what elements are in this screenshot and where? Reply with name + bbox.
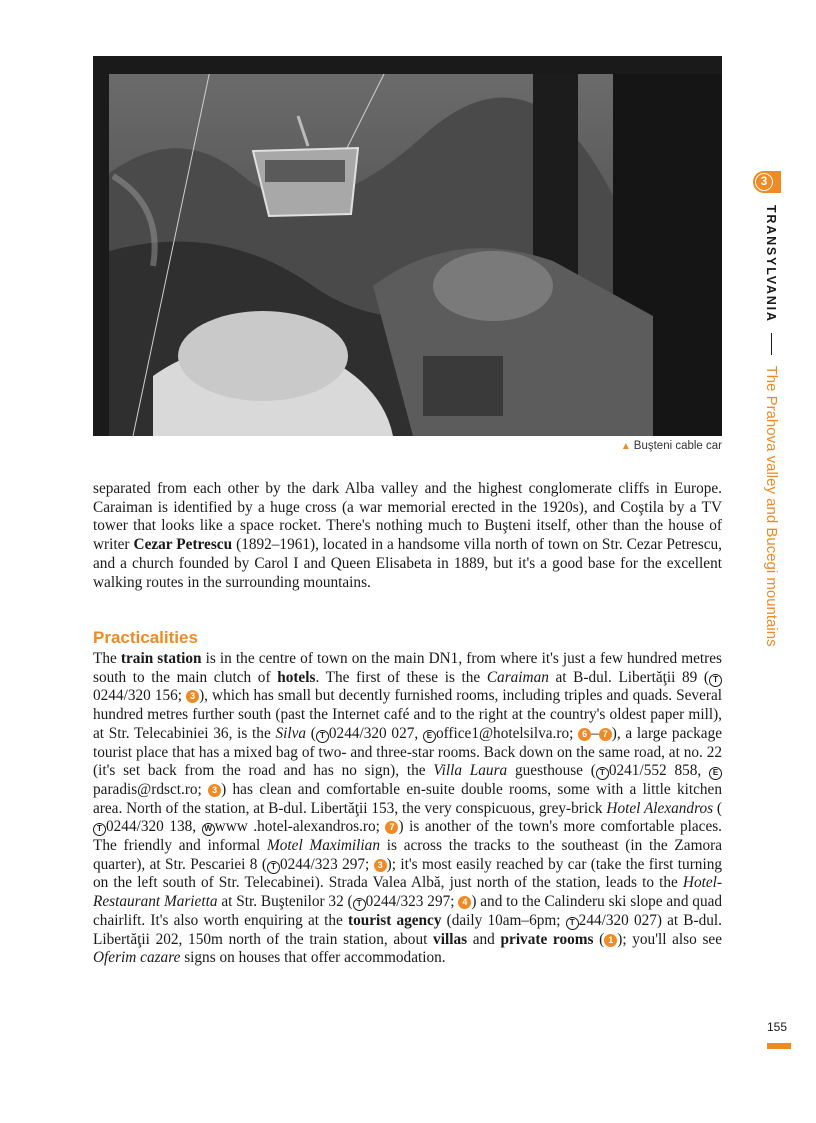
- price-code-icon: 3: [208, 784, 221, 797]
- price-code-icon: 7: [385, 821, 398, 834]
- phone-icon: T: [709, 674, 722, 687]
- divider: [771, 333, 772, 355]
- phone-icon: T: [93, 823, 106, 836]
- photo-caption: [400, 440, 722, 452]
- subsection-title: The Prahova valley and Bucegi mountains: [763, 365, 780, 647]
- price-code-icon: 7: [599, 728, 612, 741]
- caption-text: Buşteni cable car: [633, 440, 722, 452]
- cable-car-photo: [93, 56, 722, 436]
- photo-illustration: [93, 56, 722, 436]
- section-title: TRANSYLVANIA: [764, 205, 778, 323]
- practicalities-paragraph: The train station is in the centre of town on the main DN1, from where it's just a few hundred metres south to the main clutch of hotels. The first of these is the Caraiman at B-dul. Libertăţii 89 ( T0244/320 156; 3 ), which has small but decently furnished rooms, including triples and quads. Several hundred metres further south (past the Internet café and to the right at the country's oldest paper mill), at Str. Telecabiniei 36, is the Silva ( T 0244/320 027, E office1@hotelsilva.ro; 6 – 7 ), a large package tourist place that has a mixed bag of two- and three-star rooms. Back down on the same road, at no. 22 (it's set back from the road and has no sign), the Villa Laura guesthouse ( T 0241/552 858, Eparadis@rdsct.ro; 3 ) has clean and comfortable en-suite double rooms, some with a little kitchen area. North of the station, at B-dul. Libertăţii 153, the very conspicuous, grey-brick Hotel Alexandros (T 0244/320 138, W www .hotel-alexandros.ro; 7 ) is another of the town's more comfortable places. The friendly and informal Motel Maximilian is across the tracks to the southeast (in the Zamora quarter), at Str. Pescariei 8 ( T 0244/323 297; 3 ); it's most easily reached by car (take the first turning on the left south of Str. Telecabinei). Strada Valea Albă, just north of the station, leads to the Hotel-Restaurant Marietta at Str. Buştenilor 32 ( T 0244/323 297; 4 ) and to the Calinderu ski slope and quad chairlift. It's also worth enquiring at the tourist agency (daily 10am–6pm; T 244/320 027) at B-dul. Libertăţii 202, 150m north of the train station, about villas and private rooms ( 1 ); you'll also see Oferim cazare signs on houses that offer accommodation.: [93, 650, 723, 967]
- price-code-icon: 3: [374, 859, 387, 872]
- price-code-icon: 6: [578, 728, 591, 741]
- chapter-tab: [753, 171, 781, 193]
- running-head: [762, 205, 780, 647]
- phone-icon: T: [566, 917, 579, 930]
- page-number: 155: [767, 1020, 788, 1034]
- phone-icon: T: [353, 898, 366, 911]
- email-icon: E: [709, 767, 722, 780]
- phone-icon: T: [267, 861, 280, 874]
- page-marker-bar: [767, 1043, 791, 1049]
- chapter-number: 3: [755, 173, 773, 191]
- phone-icon: T: [316, 730, 329, 743]
- price-code-icon: 4: [458, 896, 471, 909]
- section-heading: Practicalities: [93, 628, 198, 647]
- phone-icon: T: [596, 767, 609, 780]
- triangle-icon: ▲: [620, 441, 631, 452]
- email-icon: E: [423, 730, 436, 743]
- web-icon: W: [202, 823, 215, 836]
- intro-paragraph: separated from each other by the dark Alba valley and the highest conglomerate cliffs in Europe. Caraiman is identified by a huge cross (a war memorial erected in the 1920s), and Coştila by a TV tower that looks like a space rocket. There's nothing much to Buşteni itself, other than the house of writer Cezar Petrescu (1892–1961), located in a handsome villa north of town on Str. Cezar Petrescu, and a church founded by Carol I and Queen Elisabeta in 1889, but it's a good base for the excellent walking routes in the surrounding mountains.: [93, 480, 722, 591]
- price-code-icon: 3: [186, 690, 199, 703]
- price-code-icon: 1: [604, 934, 617, 947]
